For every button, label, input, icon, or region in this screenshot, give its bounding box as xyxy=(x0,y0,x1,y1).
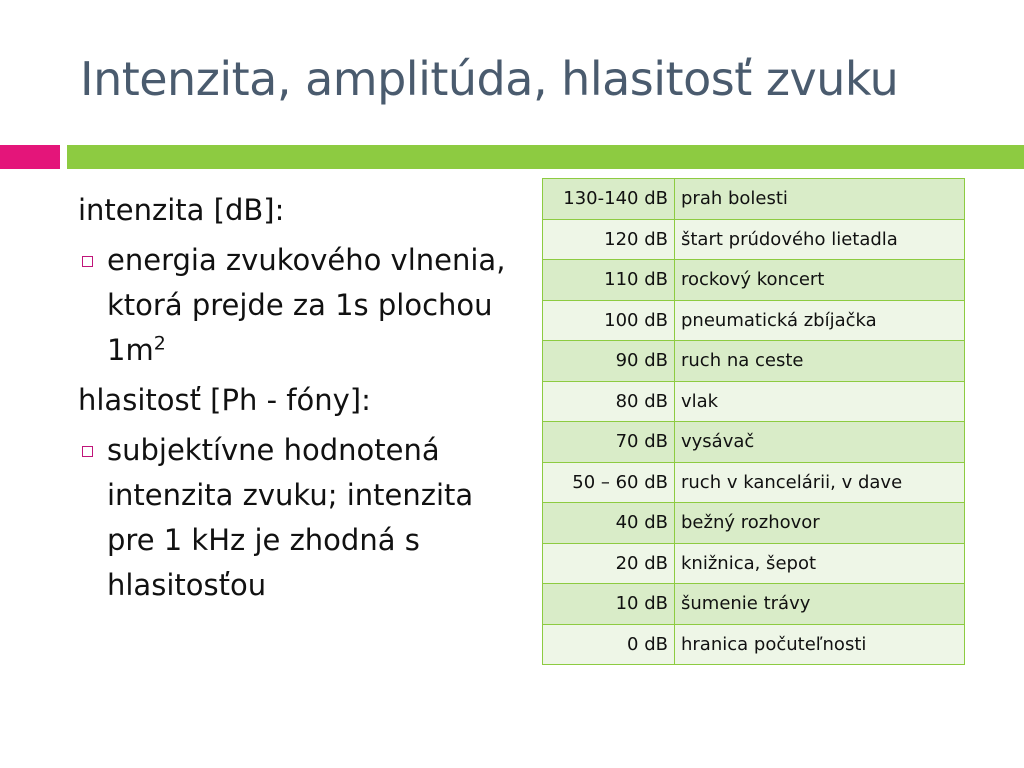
intensity-bullet xyxy=(78,238,518,373)
level-cell: 0 dB xyxy=(543,624,675,665)
description-cell: prah bolesti xyxy=(675,179,965,220)
table-row xyxy=(543,260,965,301)
loudness-bullet xyxy=(78,428,518,608)
noise-level-table xyxy=(542,178,965,665)
table-row xyxy=(543,219,965,260)
table-row xyxy=(543,179,965,220)
table-row xyxy=(543,462,965,503)
description-cell: ruch v kancelárii, v dave xyxy=(675,462,965,503)
slide-body xyxy=(78,188,518,613)
table-row xyxy=(543,381,965,422)
description-cell: vlak xyxy=(675,381,965,422)
intensity-heading: intenzita [dB]: xyxy=(78,193,285,227)
description-cell: rockový koncert xyxy=(675,260,965,301)
level-cell: 20 dB xyxy=(543,543,675,584)
loudness-heading: hlasitosť [Ph - fóny]: xyxy=(78,383,371,417)
intensity-bullet-superscript: 2 xyxy=(153,332,166,355)
table-row xyxy=(543,584,965,625)
description-cell: štart prúdového lietadla xyxy=(675,219,965,260)
slide-title: Intenzita, amplitúda, hlasitosť zvuku xyxy=(80,52,899,106)
table-row xyxy=(543,624,965,665)
level-cell: 80 dB xyxy=(543,381,675,422)
level-cell: 50 – 60 dB xyxy=(543,462,675,503)
level-cell: 130-140 dB xyxy=(543,179,675,220)
table-row xyxy=(543,341,965,382)
description-cell: pneumatická zbíjačka xyxy=(675,300,965,341)
accent-bar-green xyxy=(67,145,1024,169)
description-cell: šumenie trávy xyxy=(675,584,965,625)
level-cell: 110 dB xyxy=(543,260,675,301)
table-row xyxy=(543,543,965,584)
noise-level-table-container xyxy=(542,178,965,665)
level-cell: 100 dB xyxy=(543,300,675,341)
square-bullet-icon xyxy=(82,256,93,267)
level-cell: 120 dB xyxy=(543,219,675,260)
square-bullet-icon xyxy=(82,446,93,457)
table-row xyxy=(543,300,965,341)
level-cell: 70 dB xyxy=(543,422,675,463)
description-cell: knižnica, šepot xyxy=(675,543,965,584)
level-cell: 90 dB xyxy=(543,341,675,382)
level-cell: 10 dB xyxy=(543,584,675,625)
description-cell: vysávač xyxy=(675,422,965,463)
description-cell: bežný rozhovor xyxy=(675,503,965,544)
accent-bar-pink xyxy=(0,145,60,169)
table-row xyxy=(543,422,965,463)
table-row xyxy=(543,503,965,544)
intensity-bullet-text: energia zvukového vlnenia, ktorá prejde za 1s plochou 1m xyxy=(107,243,506,367)
loudness-bullet-text: subjektívne hodnotená intenzita zvuku; intenzita pre 1 kHz je zhodná s hlasitosťou xyxy=(107,433,474,602)
level-cell: 40 dB xyxy=(543,503,675,544)
description-cell: ruch na ceste xyxy=(675,341,965,382)
description-cell: hranica počuteľnosti xyxy=(675,624,965,665)
